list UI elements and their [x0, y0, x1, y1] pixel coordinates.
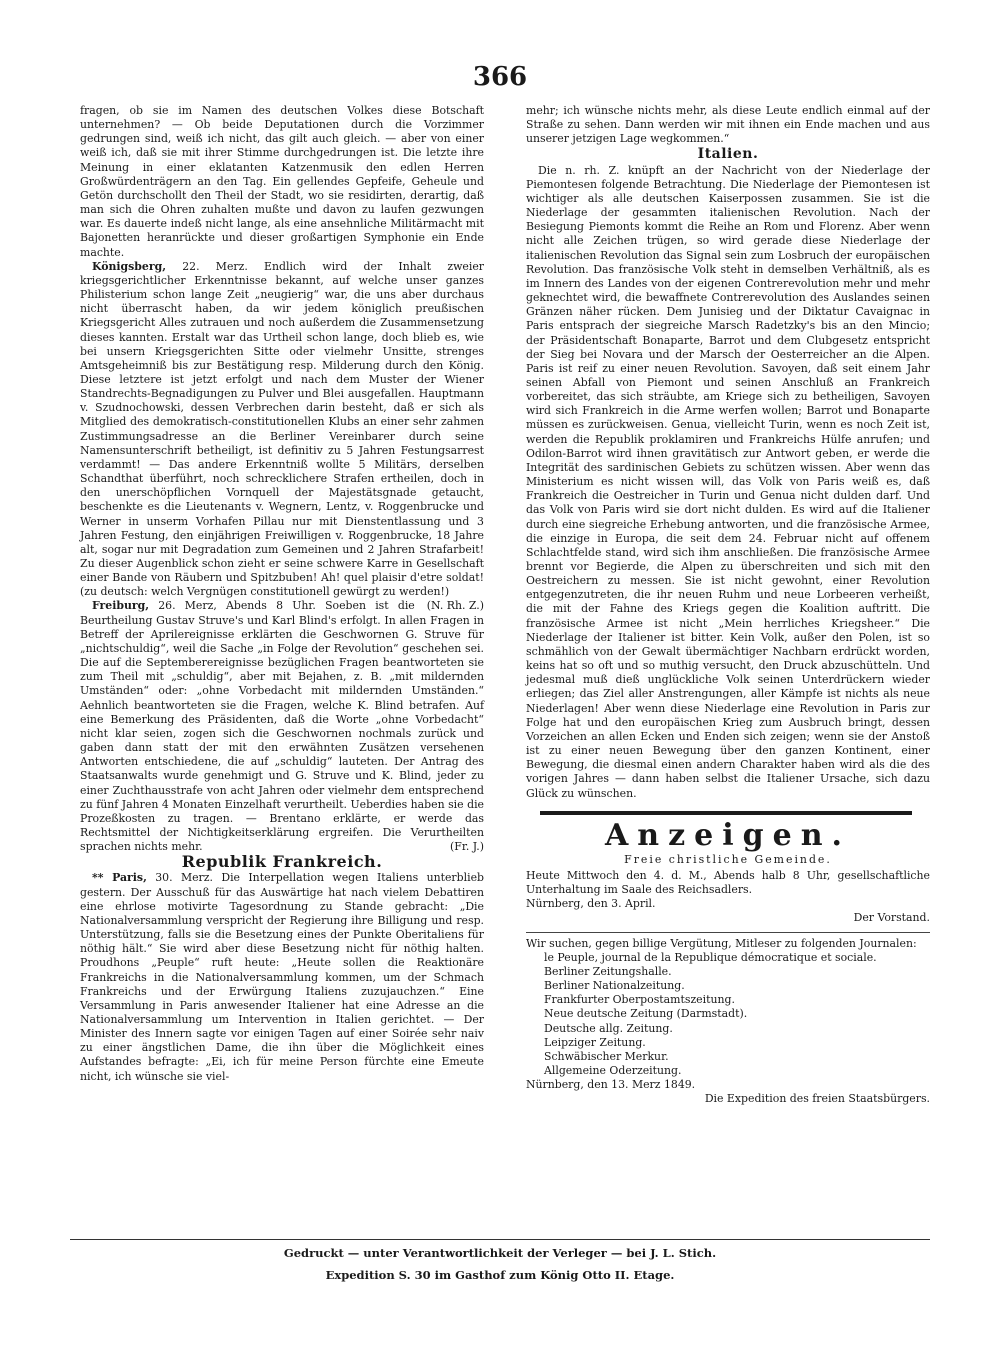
journal-list	[544, 951, 930, 1078]
article-paragraph: fragen, ob sie im Namen des deutschen Volkes diese Botschaft unternehmen? — Ob beide Deputationen durch die Vorzimmer gedrungen sind, weiß ich nicht, das gilt auch gleich. — aber von einer weiß ich, daß sie mit ihrer Stimme durchgedrungen ist. Die letzte ihre Meinung in einer eklatanten Katzenmusik den edlen Herren Großwürdenträgern an den Tag. Ein gellendes Gepfeife, Geheule und Getön durchschollt den Theil der Stadt, wo sie residirten, derartig, daß man sich die Ohren zuhalten mußte und davon zu laufen gezwungen war. Es dauerte indeß nicht lange, als eine ansehnliche Militärmacht mit Bajonetten heranrückte und dieser großartigen Symphonie ein Ende machte.	[80, 104, 484, 259]
footer-expedition-line: Expedition S. 30 im Gasthof zum König Otto II. Etage.	[325, 1268, 675, 1282]
list-item: le Peuple, journal de la Republique démocratique et sociale.	[544, 950, 877, 964]
footer-divider	[70, 1239, 930, 1240]
ad-signature: Die Expedition des freien Staatsbürgers.	[704, 1092, 930, 1106]
list-item: Schwäbischer Merkur.	[544, 1049, 669, 1063]
source-note: (Fr. J.)	[450, 840, 484, 854]
section-heading-france: Republik Frankreich.	[181, 852, 383, 872]
ad-signature: Der Vorstand.	[853, 911, 930, 925]
list-item: Allgemeine Oderzeitung.	[544, 1064, 682, 1077]
left-column	[80, 104, 484, 1084]
dateline-koenigsberg: Königsberg,	[92, 259, 166, 273]
ad-place-date: Nürnberg, den 3. April.	[526, 897, 656, 911]
ad-divider	[526, 932, 930, 933]
list-item: Berliner Nationalzeitung.	[544, 979, 685, 993]
dateline-paris: ** Paris,	[92, 871, 147, 885]
article-italy: Die n. rh. Z. knüpft an der Nachricht von der Niederlage der Piemontesen folgende Betrachtung. Die Niederlage der Piemontesen ist wichtiger als alle deutschen Kaiserpossen zusammen. Sie ist die Niederlage der gesammten italienischen Revolution. Nach der Besiegung Piemonts kommt die Reihe an Rom und Florenz. Aber wenn nicht alle Zeichen trügen, so wird gerade diese Niederlage der italienischen Revolution das Signal sein zum Losbruch der europäischen Revolution. Das französische Volk steht in demselben Verhältniß, als es im Innern des Landes von der eigenen Contrerevolution mehr und mehr geknechtet wird, die bewaffnete Contrerevolution des Auslandes seinen Gränzen näher rücken. Dem Junisieg und der Diktatur Cavaignac in Paris entsprach der siegreiche Marsch Radetzky's bis an den Mincio; der Präsidentschaft Bonaparte, Barrot und dem Clubgesetz entspricht der Sieg bei Novara und der Marsch der Oesterreicher an die Alpen. Paris ist reif zu einer neuen Revolution. Savoyen, daß seit einem Jahr seinen Abfall von Piemont und seinen Anschluß an Frankreich vorbereitet, das sich sträubte, am Kriege sich zu betheiligen, Savoyen wird sich Frankreich in die Arme werfen wollen; Barrot und Bonaparte müssen es zurückweisen. Genua, vielleicht Turin, wenn es noch Zeit ist, werden die Republik proklamiren und Frankreichs Hülfe anrufen; und Odilon-Barrot wird ihnen gravitätisch zur Antwort geben, er werde die Integrität des sardinischen Gebiets zu schützen wissen. Aber wenn das Ministerium es nicht wissen will, das Volk von Paris weiß es, daß Frankreich die Oestreicher in Turin und Genua nicht dulden darf. Und das Volk von Paris wird sie dort nicht dulden. Es wird auf die Italiener durch eine siegreiche Erhebung antworten, und die französische Armee, die einzige in Europa, die seit dem 24. Februar nicht auf offenem Schlachtfelde stand, wird sich ihm anschließen. Die französische Armee brennt vor Begierde, die Alpen zu überschreiten und sich mit den Oestreichern zu messen. Sie ist nicht gewohnt, einer Revolution entgegenzutreten, die ihr neuen Ruhm und neue Lorbeeren verheißt, die mit der Fahne des Kriegs gegen die Koalition auftritt. Die französische Armee ist nicht „Mein herrliches Kriegsheer.“ Die Niederlage der Italiener ist bitter. Kein Volk, außer den Polen, ist so schmählich von der Gewalt übermächtiger Nachbarn erdrückt worden, keins hat so oft und so muthig versucht, den Druck abzuschütteln. Und jedesmal muß dieß unglückliche Volk seinen Unterdrückern wieder erliegen; das Ziel aller Anstrengungen, aller Kämpfe ist nichts als neue Niederlagen! Aber wenn diese Niederlage eine Revolution in Paris zur Folge hat und den europäischen Krieg zum Ausbruch bringt, dessen Vorzeichen an allen Ecken und Enden sich zeigen; wenn sie der Anstoß ist zu einer neuen Bewegung über den ganzen Kontinent, einer Bewegung, die diesmal einen andern Charakter haben wird als die des vorigen Jahres — dann haben selbst die Italiener Ursache, sich dazu Glück zu wünschen.	[526, 163, 930, 800]
section-heading-italy: Italien.	[697, 146, 759, 163]
footer-printer-line: Gedruckt — unter Verantwortlichkeit der Verleger — bei J. L. Stich.	[283, 1246, 717, 1260]
ads-title: Anzeigen.	[605, 817, 851, 853]
advertisement-gemeinde	[526, 853, 930, 926]
article-freiburg	[80, 599, 484, 854]
article-paragraph: mehr; ich wünsche nichts mehr, als diese Leute endlich einmal auf der Straße zu sehen. Dann werden wir mit ihnen ein Ende machen und aus unserer jetzigen Lage wegkommen.“	[526, 104, 930, 146]
article-text: 30. Merz. Die Interpellation wegen Italiens unterblieb gestern. Der Ausschuß für das Auswärtige hat nach vielem Debattiren eine ehrlose motivirte Tagesordnung zu Stande gebracht: „Die Nationalversammlung verspricht der Regierung ihre Billigung und resp. Unterstützung, falls sie die Besetzung eines der Punkte Oberitaliens für nöthig hält.“ Sie wird aber diese Besetzung nicht für nöthig halten. Proudhons „Peuple“ ruft heute: „Heute sollen die Reaktionäre Frankreichs in die Nationalversammlung kommen, um der Schmach Frankreichs und der Erwürgung Italiens zuzujauchzen.“ Eine Versammlung in Paris anwesender Italiener hat eine Adresse an die Nationalversammlung um Intervention in Italien gerichtet. — Der Minister des Innern sagte vor einigen Tagen auf einer Soirée sehr naiv zu einer ängstlichen Dame, die ihn über die Möglichkeit eines Aufstandes befragte: „Ei, ich für meine Person fürchte eine Emeute nicht, ich wünsche sie viel-	[80, 871, 484, 1083]
list-item: Neue deutsche Zeitung (Darmstadt).	[544, 1007, 748, 1021]
list-item: Leipziger Zeitung.	[544, 1035, 646, 1049]
ad-heading: Freie christliche Gemeinde.	[624, 852, 832, 866]
list-item: Frankfurter Oberpostamtszeitung.	[544, 993, 735, 1007]
list-item: Berliner Zeitungshalle.	[544, 964, 672, 978]
page-number: 366	[472, 62, 528, 92]
right-column	[526, 104, 930, 1106]
advertisement-journals	[526, 937, 930, 1107]
dateline-freiburg: Freiburg,	[92, 599, 150, 613]
article-paris	[80, 871, 484, 1083]
ad-place-date: Nürnberg, den 13. Merz 1849.	[526, 1078, 696, 1092]
list-item: Deutsche allg. Zeitung.	[544, 1021, 673, 1035]
section-divider	[540, 811, 912, 815]
ad-text: Wir suchen, gegen billige Vergütung, Mitleser zu folgenden Journalen:	[526, 936, 917, 950]
source-note: (N. Rh. Z.)	[426, 599, 484, 613]
ad-text: Heute Mittwoch den 4. d. M., Abends halb 8 Uhr, gesellschaftliche Unterhaltung im Saale des Reichsadlers.	[526, 868, 930, 897]
article-text: 26. Merz, Abends 8 Uhr. Soeben ist die Beurtheilung Gustav Struve's und Karl Blind's erfolgt. In allen Fragen in Betreff der Aprilereignisse erklärten die Geschwornen G. Struve für „nichtschuldig“, weil die Sache „in Folge der Revolution“ geschehen sei. Die auf die Septemberereignisse bezüglichen Fragen beantworteten sie zum Theil mit „schuldig“, aber mit Bejahen, z. B. „mit mildernden Umständen“ oder: „ohne Vorbedacht mit mildernden Umständen.“ Aehnlich beantworteten sie die Fragen, welche K. Blind betrafen. Auf eine Bemerkung des Präsidenten, daß die Worte „ohne Vorbedacht“ nicht klar seien, zogen sich die Geschwornen nochmals zurück und gaben dann statt der mit den erwähnten Zusätzen versehenen Antworten entschiedene, die auf „schuldig“ lauteten. Der Antrag des Staatsanwalts wurde genehmigt und G. Struve und K. Blind, jeder zu einer Zuchthausstrafe von acht Jahren oder vielmehr dem entsprechend zu fünf Jahren 4 Monaten Einzelhaft verurtheilt. Ueberdies haben sie die Prozeßkosten zu tragen. — Brentano erklärte, er werde das Rechtsmittel der Nichtigkeitserklärung ergreifen. Die Verurtheilten sprachen nichts mehr.	[80, 599, 484, 854]
article-text: 22. Merz. Endlich wird der Inhalt zweier kriegsgerichtlicher Erkenntnisse bekannt, auf welche unser ganzes Philisterium schon lange Zeit „neugierig“ war, die uns aber durchaus nicht überrascht haben, da wir jedem königlich preußischen Kriegsgericht Alles zutrauen und noch außerdem die Zusammensetzung dieses kannten. Erstalt war das Urtheil schon lange, doch blieb es, wie bei unsern Kriegsgerichten Sitte oder vielmehr Unsitte, strenges Amtsgeheimniß bis zur Bestätigung resp. Milderung durch den König. Diese letztere ist jetzt erfolgt und nach dem Muster der Wiener Standrechts-Begnadigungen zu Pulver und Blei ausgefallen. Hauptmann v. Szudnochowski, dessen Verbrechen darin besteht, daß er sich als Mitglied des demokratisch-constitutionellen Klubs an einer sehr zahmen Zustimmungsadresse an die Berliner Vereinbarer durch seine Namensunterschrift betheiligt, ist definitiv zu 5 Jahren Festungsarrest verdammt! — Das andere Erkenntniß wollte 5 Militärs, derselben Schandthat überführt, noch schrecklichere Strafen ertheilen, doch in den unerschöpflichen Vornquell der Majestätsgnade getaucht, beschenkte es die Lieutenants v. Wegnern, Lentz, v. Roggenbrucke und Werner in unserm Vorhafen Pillau nur mit Dienstentlassung und 3 Jahren Festung, den einjährigen Freiwilligen v. Roggenbrucke, 18 Jahre alt, sogar nur mit Degradation zum Gemeinen und 2 Jahren Strafarbeit! Zu dieser Augenblick schon zieht er seine schwere Karre in Gesellschaft einer Bande von Räubern und Spitzbuben! Ah! quel plaisir d'etre soldat! (zu deutsch: welch Vergnügen constitutionell gewürgt zu werden!)	[80, 259, 484, 599]
